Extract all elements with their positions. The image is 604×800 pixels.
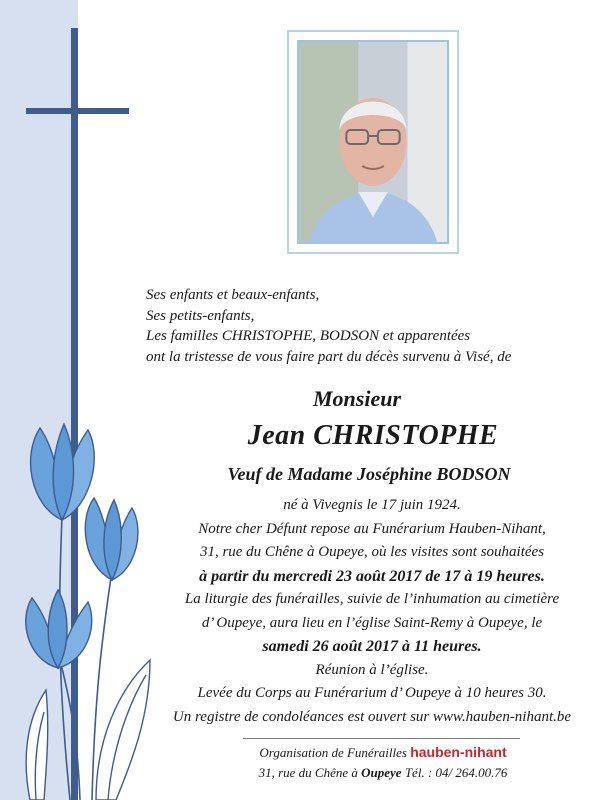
portrait-photo [297, 40, 449, 244]
brand-logo: hauben-nihant [410, 744, 507, 760]
funeral-details [142, 494, 602, 729]
organisation-label: Organisation de Funérailles [259, 745, 407, 760]
address-text: 31, rue du Chêne à [258, 765, 358, 780]
phone-number: Tél. : 04/ 264.00.76 [404, 765, 508, 780]
intro-line: Ses petits-enfants, [146, 307, 255, 324]
portrait-frame [287, 30, 459, 254]
intro-line: Ses enfants et beaux-enfants, [146, 287, 320, 303]
intro-line: Les familles CHRISTOPHE, BODSON et apparentées [146, 328, 471, 344]
liturgy-line: d’ Oupeye, aura lieu en l’église Saint-Remy à Oupeye, le [201, 614, 543, 631]
intro-line: ont la tristesse de vous faire part du décès survenu à Visé, de [146, 348, 512, 365]
registry-line: Un registre de condoléances est ouvert sur www.hauben-nihant.be [172, 708, 572, 725]
cross-vertical [71, 28, 78, 800]
reunion-line: Réunion à l’église. [315, 661, 429, 678]
honorific-title: Monsieur [312, 386, 402, 411]
deceased-name: Jean CHRISTOPHE [247, 420, 499, 451]
tulip-icon [26, 590, 92, 668]
visits-line: à partir du mercredi 23 août 2017 de 17 à 19 heures. [199, 567, 545, 585]
levee-line: Levée du Corps au Funérarium d’ Oupeye à 10 heures 30. [197, 685, 547, 701]
liturgy-line: La liturgie des funérailles, suivie de l’inhumation au cimetière [184, 591, 560, 607]
footer-divider [243, 738, 520, 739]
rest-line: 31, rue du Chêne à Oupeye, où les visites sont souhaitées [199, 544, 545, 560]
ceremony-date: samedi 26 août 2017 à 11 heures. [262, 638, 482, 655]
birth-line: né à Vivegnis le 17 juin 1924. [283, 497, 461, 513]
rest-line: Notre cher Défunt repose au Funérarium Hauben-Nihant, [198, 520, 546, 537]
funeral-home-footer [228, 742, 538, 783]
tulip-icon [85, 498, 138, 580]
widow-line: Veuf de Madame Joséphine BODSON [227, 464, 511, 484]
intro-paragraph [146, 285, 604, 367]
town-name: Oupeye [361, 765, 402, 780]
cross-horizontal [26, 108, 129, 114]
